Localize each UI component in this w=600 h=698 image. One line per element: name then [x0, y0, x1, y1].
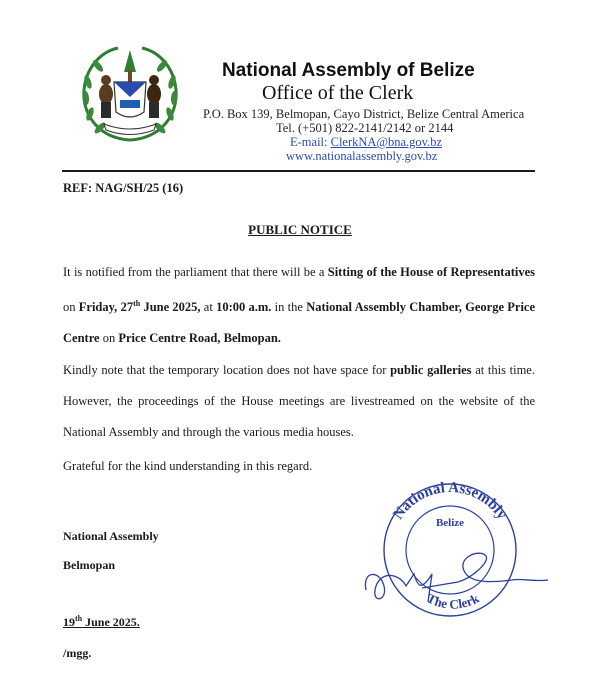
- email-label: E-mail:: [290, 135, 331, 149]
- signature-icon: [365, 553, 548, 602]
- reference-number: REF: NAG/SH/25 (16): [63, 181, 184, 195]
- signoff-location: Belmopan: [63, 558, 116, 572]
- stamp-center-text: Belize: [435, 517, 465, 529]
- letterhead-telephone: Tel. (+501) 822-2141/2142 or 2144: [276, 121, 454, 135]
- header-divider: [62, 170, 535, 172]
- letterhead-title: National Assembly of Belize: [222, 60, 475, 81]
- paragraph-galleries: Kindly note that the temporary location does not have space for public galleries at this time. However, the proceedings of the House meetings are livestreamed on the website of the National Assembly and through the various media houses.: [63, 363, 535, 439]
- letterhead-address: P.O. Box 139, Belmopan, Cayo District, Belize Central America: [203, 107, 525, 121]
- letterhead-office: Office of the Clerk: [262, 82, 414, 104]
- initials: /mgg.: [63, 646, 92, 660]
- letterhead-email: [290, 135, 442, 150]
- belize-coat-of-arms-icon: [78, 42, 182, 146]
- signoff-organization: National Assembly: [63, 529, 159, 543]
- email-link[interactable]: ClerkNA@bna.gov.bz: [330, 135, 442, 149]
- paragraph-grateful: Grateful for the kind understanding in this regard.: [63, 459, 313, 473]
- letterhead-website[interactable]: www.nationalassembly.gov.bz: [286, 149, 438, 163]
- clerk-stamp: [362, 478, 562, 618]
- paragraph-sitting-notice: It is notified from the parliament that there will be a Sitting of the House of Representatives on Friday, 27th June 2025, at 10:00 a.m. in the National Assembly Chamber, George Price Centre on Price Centre Road, Belmopan.: [63, 265, 536, 346]
- notice-title: PUBLIC NOTICE: [248, 222, 352, 237]
- notice-date: 19th June 2025.: [63, 614, 140, 629]
- stamp-bottom-text: The Clerk: [424, 590, 482, 612]
- stamp-top-text: National Assembly: [390, 479, 510, 523]
